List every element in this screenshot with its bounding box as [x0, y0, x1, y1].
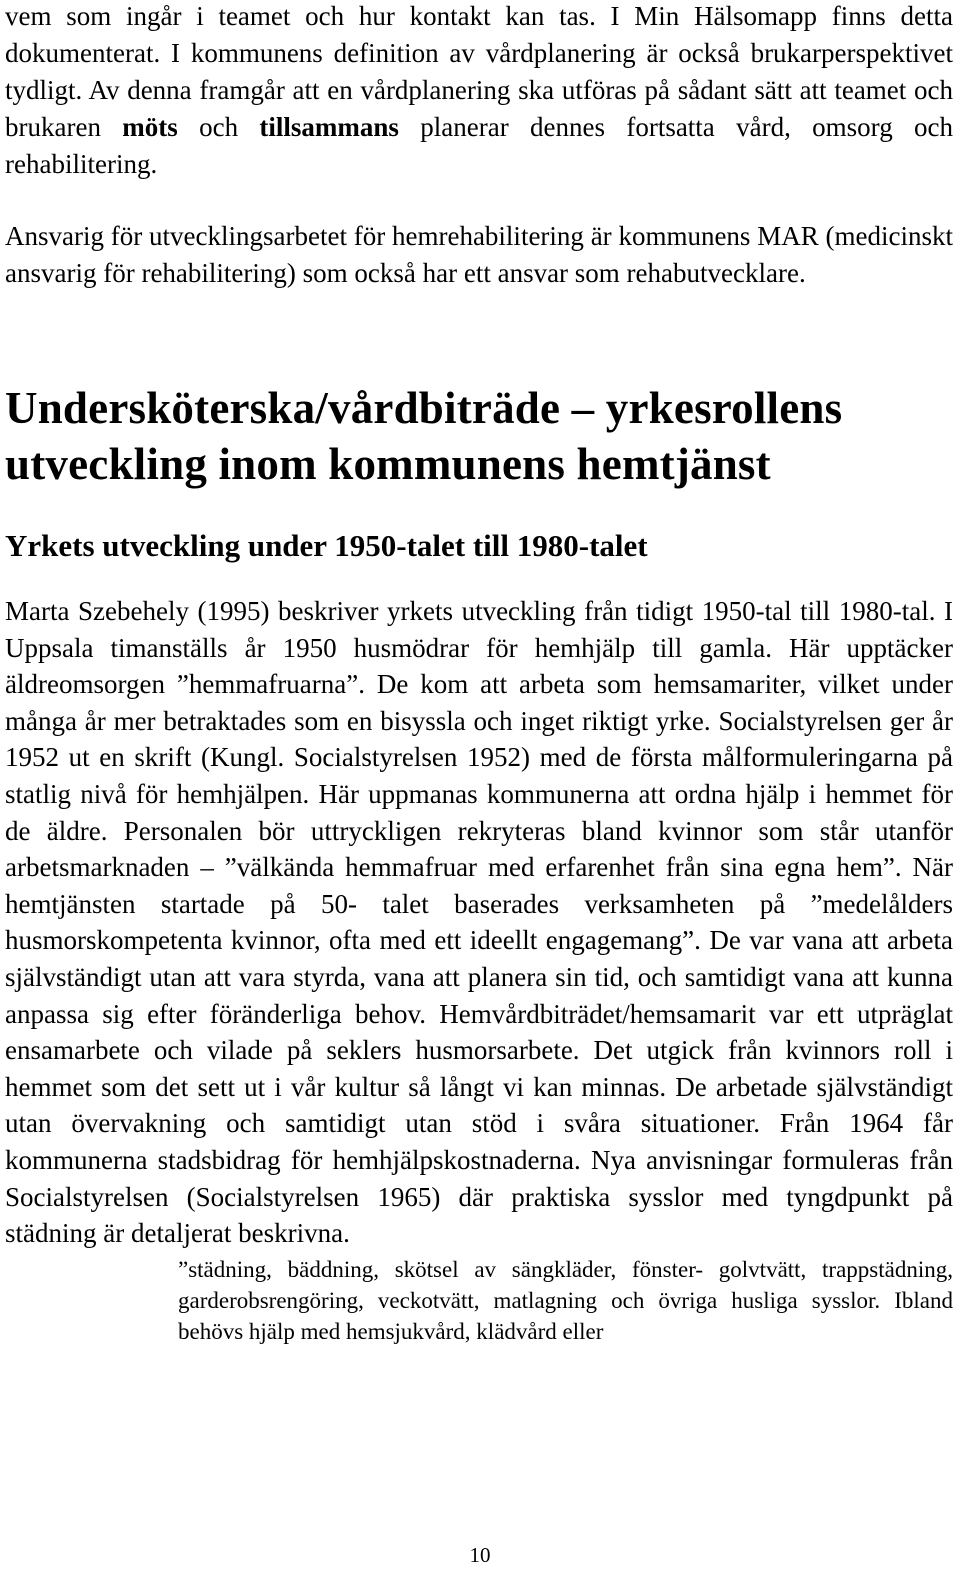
intro-text-part-3: planerar dennes fortsatta vård, omsorg och rehabilitering. [5, 112, 953, 179]
subsection-title: Yrkets utveckling under 1950-talet till 1980-talet [5, 528, 648, 563]
mar-paragraph: Ansvarig för utvecklingsarbetet för hemrehabilitering är kommunens MAR (medicinskt ansvarig för rehabilitering) som också har ett ansvar som rehabutvecklare. [5, 221, 953, 288]
main-paragraph: Marta Szebehely (1995) beskriver yrkets utveckling från tidigt 1950-tal till 1980-tal. I Uppsala timanställs år 1950 husmödrar för hemhjälp till gamla. Här upptäcker äldreomsorgen ”hemmafruarna”. De kom att arbeta som hemsamariter, vilket under många år mer betraktades som en bisyssla och inget riktigt yrke. Socialstyrelsen ger år 1952 ut en skrift (Kungl. Socialstyrelsen 1952) med de första målformuleringarna på statlig nivå för hemhjälpen. Här uppmanas kommunerna att ordna hjälp i hemmet för de äldre. Personalen bör uttryckligen rekryteras bland kvinnor som står utanför arbetsmarknaden – ”välkända hemmafruar med erfarenhet från sina egna hem”. När hemtjänsten startade på 50- talet baserades verksamheten på ”medelålders husmorskompetenta kvinnor, ofta med ett ideellt engagemang”. De var vana att arbeta självständigt utan att vara styrda, vana att planera sin tid, och samtidigt vana att kunna anpassa sig efter föränderliga behov. Hemvårdbiträdet/hemsamarit var ett utpräglat ensamarbete och vilade på seklers husmorsarbete. Det utgick från kvinnors roll i hemmet som det sett ut i vår kultur så långt vi kan minnas. De arbetade självständigt utan övervakning och samtidigt utan stöd i svåra situationer. Från 1964 får kommunerna stadsbidrag för hemhjälpskostnaderna. Nya anvisningar formuleras från Socialstyrelsen (Socialstyrelsen 1965) där praktiska sysslor med tyngdpunkt på städning är detaljerat beskrivna. [5, 596, 953, 1249]
intro-text-part-2: och [177, 112, 260, 142]
page-number: 10 [469, 1543, 491, 1567]
intro-paragraph [5, 0, 953, 183]
intro-bold-mots: möts [122, 112, 178, 142]
document-page [5, 0, 953, 1347]
intro-bold-tillsammans: tillsammans [259, 112, 399, 142]
block-quote: ”städning, bäddning, skötsel av sängkläder, fönster- golvtvätt, trappstädning, garderobsrengöring, veckotvätt, matlagning och övriga husliga sysslor. Ibland behövs hjälp med hemsjukvård, klädvård eller [178, 1256, 953, 1344]
section-title-line-2: utveckling inom kommunens hemtjänst [5, 439, 771, 489]
section-title [5, 380, 953, 492]
section-title-line-1: Undersköterska/vårdbiträde – yrkesrollens [5, 383, 843, 433]
intro-text-part-1: vem som ingår i teamet och hur kontakt kan tas. I Min Hälsomapp finns detta dokumenterat. I kommunens definition av vårdplanering är också brukarperspektivet tydligt. Av denna framgår att en vårdplanering ska utföras på sådant sätt att teamet och brukaren [5, 1, 953, 142]
